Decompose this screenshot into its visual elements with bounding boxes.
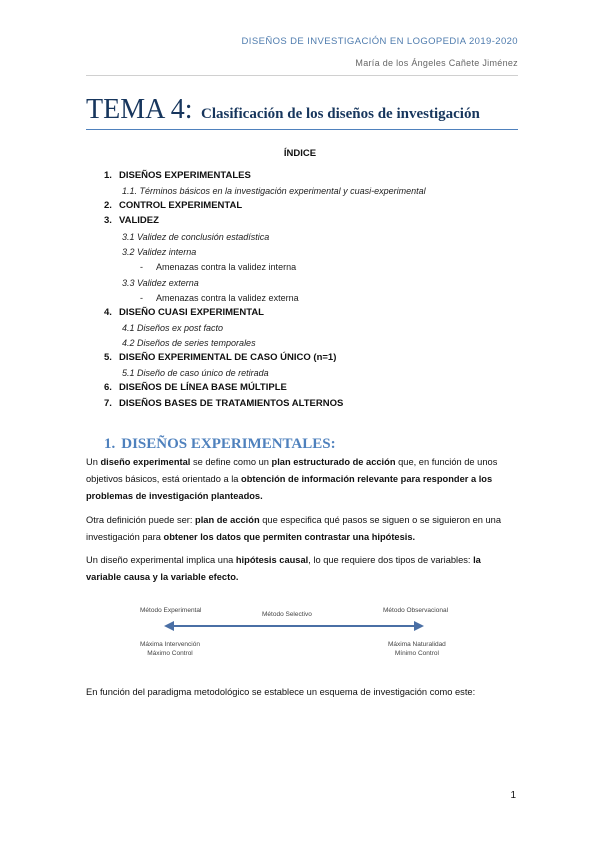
toc-item-5[interactable]: [104, 352, 336, 364]
toc-item-3[interactable]: [104, 215, 159, 227]
paragraph-causal-hypothesis: Un diseño experimental implica una hipótesis causal, lo que requiere dos tipos de variables: la variable causa y la variable efecto.: [86, 555, 481, 582]
toc-subitem-3-1[interactable]: 3.1 Validez de conclusión estadística: [122, 232, 270, 242]
toc-item-4[interactable]: [104, 307, 264, 319]
paragraph-definition: Un diseño experimental se define como un plan estructurado de acción que, en función de unos objetivos básicos, está orientado a la obtención de información relevante para responder a los problemas de investigación planteados.: [86, 457, 498, 501]
toc-label: DISEÑO CUASI EXPERIMENTAL: [119, 307, 264, 318]
toc-label: DISEÑOS EXPERIMENTALES: [119, 170, 251, 181]
toc-subitem-3-3[interactable]: 3.3 Validez externa: [122, 278, 199, 288]
toc-number: 4.: [104, 307, 112, 318]
toc-number: 1.: [104, 170, 112, 181]
section-1-heading: [104, 436, 336, 453]
toc-item-2[interactable]: [104, 200, 242, 212]
toc-label: Amenazas contra la validez externa: [156, 293, 299, 303]
paragraph-paradigm: En función del paradigma metodológico se establece un esquema de investigación como este:: [86, 687, 476, 697]
toc-item-1[interactable]: [104, 170, 251, 182]
index-heading: ÍNDICE: [283, 148, 317, 159]
toc-label: VALIDEZ: [119, 215, 159, 226]
label-max-intervention: Máxima Intervención: [140, 641, 200, 648]
label-min-control: Mínimo Control: [394, 650, 439, 657]
toc-label: DISEÑOS BASES DE TRATAMIENTOS ALTERNOS: [119, 398, 344, 409]
toc-number: 3.: [104, 215, 112, 226]
toc-number: 7.: [104, 398, 112, 409]
label-max-control: Máximo Control: [147, 650, 193, 657]
diagram-label-experimental: Método Experimental: [140, 607, 202, 614]
diagram-label-left-bottom: [140, 640, 200, 658]
toc-label: Amenazas contra la validez interna: [156, 262, 297, 272]
dash-bullet: -: [140, 293, 143, 303]
toc-subitem-4-2[interactable]: 4.2 Diseños de series temporales: [122, 338, 256, 348]
toc-bullet-3-3[interactable]: [140, 292, 299, 304]
title-tema: TEMA 4:: [86, 94, 193, 125]
toc-label: DISEÑOS DE LÍNEA BASE MÚLTIPLE: [119, 382, 287, 393]
double-arrow: [164, 620, 424, 632]
section-number: 1.: [104, 436, 116, 452]
diagram-label-observational: Método Observacional: [383, 607, 449, 614]
toc-number: 6.: [104, 382, 112, 393]
running-header-author: María de los Ángeles Cañete Jiménez: [355, 58, 518, 68]
running-header-course: DISEÑOS DE INVESTIGACIÓN EN LOGOPEDIA 2019-2020: [241, 36, 518, 47]
page-title: [86, 94, 480, 126]
toc-subitem-5-1[interactable]: 5.1 Diseño de caso único de retirada: [122, 368, 269, 378]
toc-item-7[interactable]: [104, 398, 343, 410]
toc-number: 2.: [104, 200, 112, 211]
arrow-head-left: [164, 621, 174, 631]
toc-subitem-3-2[interactable]: 3.2 Validez interna: [122, 247, 197, 257]
arrow-head-right: [414, 621, 424, 631]
paragraph-other-definition: Otra definición puede ser: plan de acción que especifica qué pasos se siguen o se siguieron en una investigación para obtener los datos que permiten contrastar una hipótesis.: [86, 515, 502, 542]
title-divider: [86, 129, 518, 130]
title-subtitle: Clasificación de los diseños de investigación: [201, 106, 480, 122]
diagram-label-selective: Método Selectivo: [262, 611, 312, 618]
page-number: 1: [510, 790, 516, 801]
toc-item-6[interactable]: [104, 382, 287, 394]
toc-label: DISEÑO EXPERIMENTAL DE CASO ÚNICO (n=1): [119, 352, 337, 363]
section-title: DISEÑOS EXPERIMENTALES:: [121, 436, 336, 452]
toc-subitem-4-1[interactable]: 4.1 Diseños ex post facto: [122, 323, 224, 333]
toc-label: CONTROL EXPERIMENTAL: [119, 200, 243, 211]
dash-bullet: -: [140, 262, 143, 272]
header-divider: [86, 75, 518, 76]
toc-subitem-1-1[interactable]: 1.1. Términos básicos en la investigación experimental y cuasi-experimental: [122, 186, 426, 196]
toc-number: 5.: [104, 352, 112, 363]
toc-bullet-3-2[interactable]: [140, 261, 296, 273]
diagram-label-right-bottom: [388, 640, 446, 658]
label-max-naturalness: Máxima Naturalidad: [388, 641, 446, 648]
